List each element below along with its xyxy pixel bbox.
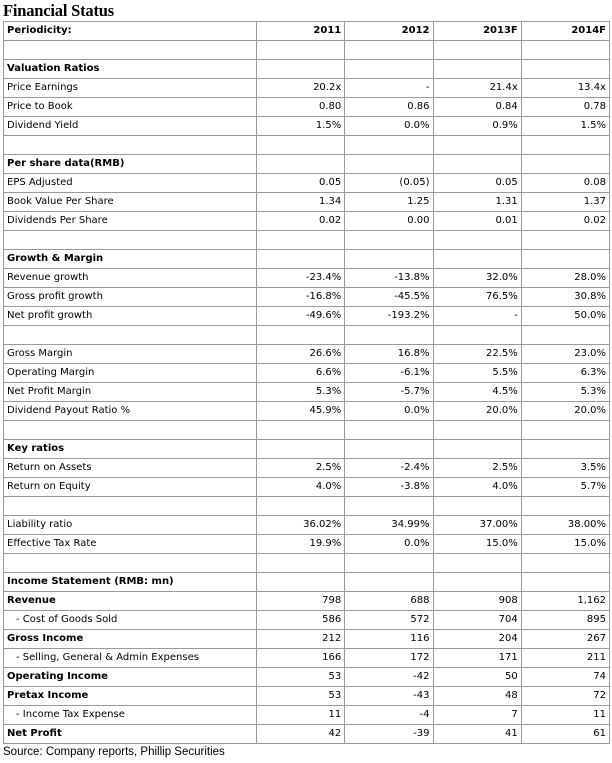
row-label: Return on Assets (4, 459, 257, 478)
table-row (4, 383, 610, 402)
value-cell (345, 554, 433, 573)
value-cell: 204 (433, 630, 521, 649)
table-row (4, 212, 610, 231)
value-cell (257, 136, 345, 155)
row-label: Pretax Income (4, 687, 257, 706)
value-cell: -2.4% (345, 459, 433, 478)
value-cell: 895 (521, 611, 609, 630)
value-cell (345, 231, 433, 250)
section-label: Growth & Margin (4, 250, 257, 269)
section-header-row (4, 250, 610, 269)
value-cell: - (433, 307, 521, 326)
table-row (4, 725, 610, 744)
value-cell (257, 440, 345, 459)
value-cell (257, 41, 345, 60)
row-label: Operating Margin (4, 364, 257, 383)
value-cell: 15.0% (521, 535, 609, 554)
table-row (4, 516, 610, 535)
row-label (4, 326, 257, 345)
spacer-row (4, 421, 610, 440)
table-row (4, 535, 610, 554)
value-cell: -43 (345, 687, 433, 706)
source-note: Source: Company reports, Phillip Securities (3, 746, 225, 758)
value-cell (345, 440, 433, 459)
table-row (4, 193, 610, 212)
value-cell: -13.8% (345, 269, 433, 288)
value-cell (257, 421, 345, 440)
value-cell (521, 440, 609, 459)
value-cell: 20.0% (521, 402, 609, 421)
row-label: Net Profit Margin (4, 383, 257, 402)
value-cell (521, 250, 609, 269)
value-cell: 5.3% (521, 383, 609, 402)
row-label: Revenue growth (4, 269, 257, 288)
periodicity-label: Periodicity: (4, 22, 257, 41)
row-label: Dividends Per Share (4, 212, 257, 231)
value-cell (433, 60, 521, 79)
value-cell: 15.0% (433, 535, 521, 554)
table-row (4, 288, 610, 307)
value-cell: 5.7% (521, 478, 609, 497)
value-cell: 45.9% (257, 402, 345, 421)
value-cell (257, 554, 345, 573)
row-label: - Income Tax Expense (4, 706, 257, 725)
table-row (4, 611, 610, 630)
value-cell (345, 421, 433, 440)
table-row (4, 364, 610, 383)
value-cell (257, 155, 345, 174)
value-cell: 48 (433, 687, 521, 706)
value-cell: 2.5% (257, 459, 345, 478)
section-header-row (4, 573, 610, 592)
value-cell: 798 (257, 592, 345, 611)
row-label: Return on Equity (4, 478, 257, 497)
value-cell: 0.05 (433, 174, 521, 193)
value-cell: -42 (345, 668, 433, 687)
value-cell: 41 (433, 725, 521, 744)
table-row (4, 307, 610, 326)
value-cell: 0.0% (345, 117, 433, 136)
value-cell: 166 (257, 649, 345, 668)
value-cell: 7 (433, 706, 521, 725)
value-cell: 1.5% (257, 117, 345, 136)
row-label: EPS Adjusted (4, 174, 257, 193)
value-cell (433, 250, 521, 269)
value-cell: 22.5% (433, 345, 521, 364)
spacer-row (4, 497, 610, 516)
value-cell (521, 231, 609, 250)
value-cell: -16.8% (257, 288, 345, 307)
value-cell: -23.4% (257, 269, 345, 288)
value-cell: (0.05) (345, 174, 433, 193)
value-cell: 6.6% (257, 364, 345, 383)
value-cell: 30.8% (521, 288, 609, 307)
table-row (4, 174, 610, 193)
value-cell: 32.0% (433, 269, 521, 288)
value-cell (345, 573, 433, 592)
value-cell (433, 440, 521, 459)
row-label: Gross Income (4, 630, 257, 649)
value-cell: 34.99% (345, 516, 433, 535)
row-label (4, 231, 257, 250)
value-cell: - (345, 79, 433, 98)
value-cell: 6.3% (521, 364, 609, 383)
spacer-row (4, 231, 610, 250)
value-cell: 13.4x (521, 79, 609, 98)
table-row (4, 345, 610, 364)
header-row (4, 22, 610, 41)
table-row (4, 117, 610, 136)
value-cell: 267 (521, 630, 609, 649)
value-cell (257, 326, 345, 345)
value-cell (521, 573, 609, 592)
year-header: 2014F (521, 22, 609, 41)
row-label: Net Profit (4, 725, 257, 744)
value-cell: 704 (433, 611, 521, 630)
value-cell: 171 (433, 649, 521, 668)
table-row (4, 668, 610, 687)
value-cell: 0.84 (433, 98, 521, 117)
table-row (4, 459, 610, 478)
value-cell: 16.8% (345, 345, 433, 364)
value-cell: 4.5% (433, 383, 521, 402)
section-label: Key ratios (4, 440, 257, 459)
value-cell (345, 155, 433, 174)
row-label: Book Value Per Share (4, 193, 257, 212)
value-cell: -45.5% (345, 288, 433, 307)
value-cell: 211 (521, 649, 609, 668)
value-cell: 4.0% (257, 478, 345, 497)
table-row (4, 402, 610, 421)
value-cell: 572 (345, 611, 433, 630)
value-cell (433, 231, 521, 250)
value-cell: 53 (257, 668, 345, 687)
value-cell: 36.02% (257, 516, 345, 535)
row-label: Operating Income (4, 668, 257, 687)
value-cell: 1.25 (345, 193, 433, 212)
row-label (4, 554, 257, 573)
table-row (4, 630, 610, 649)
value-cell: 4.0% (433, 478, 521, 497)
value-cell (521, 60, 609, 79)
section-label: Valuation Ratios (4, 60, 257, 79)
value-cell: 72 (521, 687, 609, 706)
value-cell: 1.34 (257, 193, 345, 212)
value-cell: -39 (345, 725, 433, 744)
row-label: Net profit growth (4, 307, 257, 326)
value-cell: 0.08 (521, 174, 609, 193)
value-cell: 586 (257, 611, 345, 630)
value-cell: 11 (521, 706, 609, 725)
section-label: Per share data(RMB) (4, 155, 257, 174)
row-label: Liability ratio (4, 516, 257, 535)
value-cell: 50 (433, 668, 521, 687)
value-cell: -49.6% (257, 307, 345, 326)
table-row (4, 649, 610, 668)
value-cell: 76.5% (433, 288, 521, 307)
value-cell (257, 60, 345, 79)
year-header: 2013F (433, 22, 521, 41)
row-label: Dividend Payout Ratio % (4, 402, 257, 421)
table-row (4, 687, 610, 706)
value-cell (345, 326, 433, 345)
value-cell: 688 (345, 592, 433, 611)
value-cell (521, 421, 609, 440)
value-cell: 37.00% (433, 516, 521, 535)
value-cell (433, 136, 521, 155)
value-cell: 1.5% (521, 117, 609, 136)
value-cell (257, 573, 345, 592)
value-cell: 38.00% (521, 516, 609, 535)
value-cell: 0.00 (345, 212, 433, 231)
value-cell: 0.0% (345, 535, 433, 554)
row-label: Effective Tax Rate (4, 535, 257, 554)
table-row (4, 706, 610, 725)
value-cell: 0.0% (345, 402, 433, 421)
value-cell: 11 (257, 706, 345, 725)
spacer-row (4, 136, 610, 155)
value-cell: -6.1% (345, 364, 433, 383)
value-cell: 50.0% (521, 307, 609, 326)
section-header-row (4, 155, 610, 174)
value-cell: 1,162 (521, 592, 609, 611)
value-cell: 1.37 (521, 193, 609, 212)
row-label: - Selling, General & Admin Expenses (4, 649, 257, 668)
value-cell: 0.01 (433, 212, 521, 231)
table-row (4, 592, 610, 611)
row-label: Gross Margin (4, 345, 257, 364)
value-cell: -3.8% (345, 478, 433, 497)
value-cell (433, 573, 521, 592)
value-cell (521, 554, 609, 573)
value-cell: 116 (345, 630, 433, 649)
value-cell: 0.9% (433, 117, 521, 136)
value-cell (521, 497, 609, 516)
value-cell: 0.02 (521, 212, 609, 231)
spacer-row (4, 326, 610, 345)
value-cell (257, 497, 345, 516)
financial-status-table (3, 21, 610, 744)
row-label: - Cost of Goods Sold (4, 611, 257, 630)
page-title: Financial Status (3, 1, 114, 20)
value-cell: 74 (521, 668, 609, 687)
value-cell (345, 41, 433, 60)
value-cell: 0.02 (257, 212, 345, 231)
year-header: 2012 (345, 22, 433, 41)
spacer-row (4, 41, 610, 60)
value-cell (521, 41, 609, 60)
value-cell: 26.6% (257, 345, 345, 364)
value-cell: 908 (433, 592, 521, 611)
table-row (4, 478, 610, 497)
value-cell: 0.05 (257, 174, 345, 193)
value-cell (521, 136, 609, 155)
table-row (4, 98, 610, 117)
value-cell (345, 136, 433, 155)
value-cell: 0.86 (345, 98, 433, 117)
value-cell: 2.5% (433, 459, 521, 478)
row-label: Price to Book (4, 98, 257, 117)
value-cell (433, 155, 521, 174)
value-cell: 3.5% (521, 459, 609, 478)
spacer-row (4, 554, 610, 573)
value-cell: 21.4x (433, 79, 521, 98)
row-label (4, 41, 257, 60)
value-cell: 212 (257, 630, 345, 649)
value-cell: -4 (345, 706, 433, 725)
table-row (4, 269, 610, 288)
value-cell (433, 554, 521, 573)
value-cell: -193.2% (345, 307, 433, 326)
value-cell: 5.5% (433, 364, 521, 383)
value-cell: 19.9% (257, 535, 345, 554)
value-cell: 42 (257, 725, 345, 744)
value-cell: 5.3% (257, 383, 345, 402)
value-cell (433, 41, 521, 60)
value-cell (257, 231, 345, 250)
value-cell (433, 497, 521, 516)
row-label: Revenue (4, 592, 257, 611)
section-header-row (4, 60, 610, 79)
row-label: Gross profit growth (4, 288, 257, 307)
value-cell (433, 421, 521, 440)
value-cell (521, 326, 609, 345)
row-label (4, 497, 257, 516)
value-cell: 61 (521, 725, 609, 744)
year-header: 2011 (257, 22, 345, 41)
value-cell: 1.31 (433, 193, 521, 212)
value-cell (433, 326, 521, 345)
section-label: Income Statement (RMB: mn) (4, 573, 257, 592)
value-cell: 23.0% (521, 345, 609, 364)
value-cell: 28.0% (521, 269, 609, 288)
value-cell: 20.2x (257, 79, 345, 98)
value-cell: 172 (345, 649, 433, 668)
section-header-row (4, 440, 610, 459)
row-label (4, 136, 257, 155)
value-cell: 53 (257, 687, 345, 706)
table-body (4, 22, 610, 744)
row-label: Price Earnings (4, 79, 257, 98)
value-cell: 20.0% (433, 402, 521, 421)
value-cell (257, 250, 345, 269)
row-label (4, 421, 257, 440)
value-cell: 0.80 (257, 98, 345, 117)
value-cell (345, 60, 433, 79)
row-label: Dividend Yield (4, 117, 257, 136)
value-cell: -5.7% (345, 383, 433, 402)
table-row (4, 79, 610, 98)
value-cell (521, 155, 609, 174)
value-cell: 0.78 (521, 98, 609, 117)
value-cell (345, 497, 433, 516)
value-cell (345, 250, 433, 269)
